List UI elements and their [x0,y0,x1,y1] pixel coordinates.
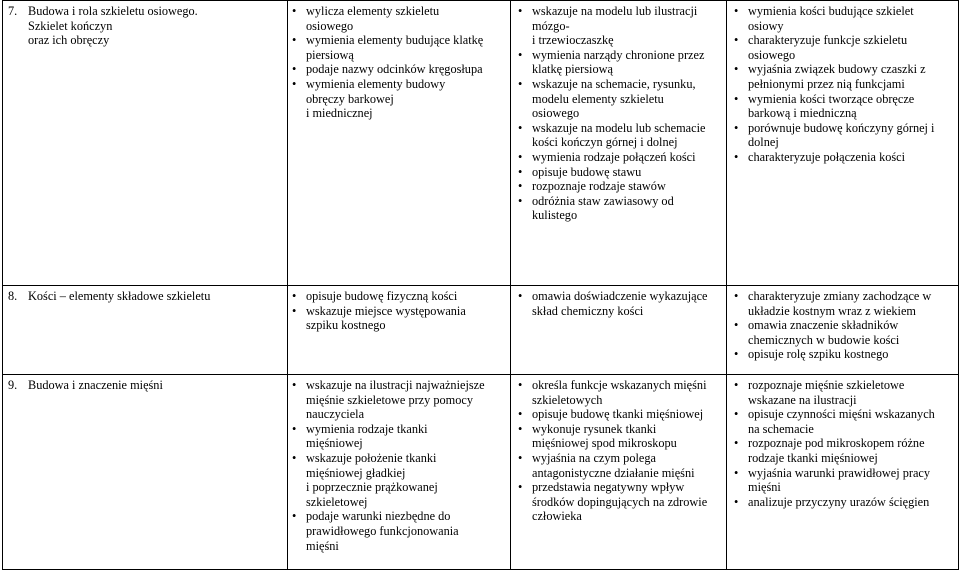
bullet-icon: • [518,164,523,179]
lesson-topic [28,378,163,393]
bullet-icon: • [292,76,297,91]
bullet-icon: • [518,480,523,495]
list-item [516,407,722,422]
item-text-line: dolnej [748,135,779,150]
bullet-icon: • [518,407,523,422]
item-text-line: osiowego [748,47,796,62]
bullet-icon: • [734,465,739,480]
requirements-list [516,378,722,524]
bullet-icon: • [734,289,739,303]
item-text-line: szkieletowych [532,392,603,407]
item-text-line: osiowego [532,106,580,121]
item-text-line: opisuje czynności mięśni wskazanych [748,407,935,422]
topic-line: oraz ich obręczy [28,33,110,48]
item-text-line: osiowy [748,18,784,33]
bullet-icon: • [292,509,297,524]
requirements-cell-3 [727,375,959,570]
item-text-line: osiowego [306,18,354,33]
list-item [290,289,495,304]
list-item [732,121,954,150]
list-item [732,466,954,495]
item-text-line: wskazuje na modelu lub schemacie [532,120,706,135]
bullet-icon: • [734,436,739,451]
item-text-line: pełnionymi przez nią funkcjami [748,76,905,91]
requirements-list [732,4,954,165]
list-item [732,347,954,362]
list-item [732,407,954,436]
item-text-line: prawidłowego funkcjonowania [306,523,459,538]
item-text-line: wskazuje miejsce występowania [306,303,466,318]
item-text-line: rodzaje tkanki mięśniowej [748,450,878,465]
bullet-icon: • [734,378,739,392]
item-text-line: podaje nazwy odcinków kręgosłupa [306,62,483,77]
item-text-line: wymienia kości tworzące obręcze [748,91,915,106]
requirements-list [290,289,495,333]
bullet-icon: • [292,62,297,77]
table-row [3,1,959,286]
bullet-icon: • [734,120,739,135]
requirements-cell-1 [288,1,511,286]
item-text-line: klatkę piersiową [532,62,613,77]
bullet-icon: • [734,62,739,77]
lesson-number: 9. [8,378,18,392]
item-text-line: wymienia elementy budujące klatkę [306,33,484,48]
requirements-cell-3 [727,1,959,286]
item-text-line: i trzewioczaszkę [532,33,614,48]
list-item [732,4,954,33]
basic-requirements [288,289,495,333]
bullet-icon: • [518,421,523,436]
topic-line: Budowa i znaczenie mięśni [28,378,163,392]
requirements-cell-1 [288,286,511,375]
item-text-line: opisuje budowę stawu [532,164,642,179]
list-item [732,378,954,407]
item-text-line: wskazuje na modelu lub ilustracji [532,4,698,18]
bullet-icon: • [292,450,297,465]
list-item [516,480,722,524]
item-text-line: wskazuje położenie tkanki [306,450,437,465]
bullet-icon: • [734,347,739,362]
list-item [516,194,722,223]
list-item [290,509,495,553]
item-text-line: mięśniowej [306,436,363,451]
item-text-line: mięśni [306,538,339,553]
item-text-line: analizuje przyczyny urazów ścięgien [748,494,930,509]
bullet-icon: • [292,4,297,18]
list-item [516,48,722,77]
lesson-number: 7. [8,4,18,18]
item-text-line: obręczy barkowej [306,91,394,106]
item-text-line: opisuje rolę szpiku kostnego [748,347,889,362]
bullet-icon: • [734,494,739,509]
list-item [516,150,722,165]
item-text-line: układzie kostnym wraz z wiekiem [748,303,917,318]
bullet-icon: • [734,318,739,333]
item-text-line: wyjaśnia związek budowy czaszki z [748,62,926,77]
item-text-line: rozpoznaje rodzaje stawów [532,179,666,194]
bullet-icon: • [292,33,297,48]
topic-cell [3,286,288,375]
lesson-topic [28,289,210,304]
bullet-icon: • [518,378,523,392]
item-text-line: przedstawia negatywny wpływ [532,480,685,495]
item-text-line: skład chemiczny kości [532,303,644,318]
lesson-topic [28,4,198,48]
item-text-line: nauczyciela [306,407,365,422]
item-text-line: mięśnie szkieletowe przy pomocy [306,392,473,407]
list-item [732,62,954,91]
item-text-line: na schemacie [748,421,814,436]
list-item [732,92,954,121]
item-text-line: wskazuje na ilustracji najważniejsze [306,378,485,392]
bullet-icon: • [518,450,523,465]
bullet-icon: • [734,4,739,18]
list-item [290,304,495,333]
requirements-list [732,378,954,509]
item-text-line: opisuje budowę fizyczną kości [306,289,458,303]
item-text-line: rozpoznaje mięśnie szkieletowe [748,378,905,392]
item-text-line: omawia doświadczenie wykazujące [532,289,708,303]
list-item [516,451,722,480]
bullet-icon: • [292,378,297,392]
list-item [516,121,722,150]
bullet-icon: • [518,179,523,194]
curriculum-table [2,0,959,570]
list-item [516,378,722,407]
item-text-line: człowieka [532,509,582,524]
requirements-cell-2 [511,1,727,286]
item-text-line: kulistego [532,208,578,223]
item-text-line: mięśni [748,480,781,495]
bullet-icon: • [518,120,523,135]
item-text-line: charakteryzuje połączenia kości [748,149,906,164]
item-text-line: wyjaśnia warunki prawidłowej pracy [748,465,931,480]
item-text-line: wymienia elementy budowy [306,76,446,91]
topic-line: Kości – elementy składowe szkieletu [28,289,211,303]
requirements-list [290,4,495,121]
list-item [732,150,954,165]
item-text-line: wymienia rodzaje połączeń kości [532,149,696,164]
list-item [516,165,722,180]
table-row [3,286,959,375]
bullet-icon: • [518,76,523,91]
bullet-icon: • [734,91,739,106]
topic-cell [3,1,288,286]
item-text-line: opisuje budowę tkanki mięśniowej [532,407,704,422]
item-text-line: wymienia rodzaje tkanki [306,421,428,436]
list-item [290,77,495,121]
bullet-icon: • [734,33,739,48]
list-item [516,77,722,121]
topic-line: Budowa i rola szkieletu osiowego. [28,4,198,18]
item-text-line: wykonuje rysunek tkanki [532,421,657,436]
basic-requirements [288,4,495,121]
bullet-icon: • [734,407,739,422]
list-item [516,289,722,318]
requirements-cell-2 [511,286,727,375]
item-text-line: szkieletowej [306,494,368,509]
requirements-cell-1 [288,375,511,570]
item-text-line: charakteryzuje zmiany zachodzące w [748,289,932,303]
item-text-line: mózgo- [532,18,570,33]
bullet-icon: • [518,47,523,62]
item-text-line: omawia znaczenie składników [748,318,899,333]
requirements-list [732,289,954,362]
table-row [3,375,959,570]
list-item [290,4,495,33]
bullet-icon: • [518,4,523,18]
item-text-line: wskazuje na schemacie, rysunku, [532,76,696,91]
bullet-icon: • [518,149,523,164]
item-text-line: szpiku kostnego [306,318,386,333]
list-item [516,4,722,48]
item-text-line: wymienia narządy chronione przez [532,47,705,62]
bullet-icon: • [518,289,523,303]
item-text-line: podaje warunki niezbędne do [306,509,451,524]
item-text-line: i poprzecznie prążkowanej [306,480,438,495]
item-text-line: określa funkcje wskazanych mięśni [532,378,707,392]
bullet-icon: • [292,303,297,318]
item-text-line: odróżnia staw zawiasowy od [532,193,674,208]
item-text-line: modelu elementy szkieletu [532,91,664,106]
item-text-line: barkową i miedniczną [748,106,857,121]
list-item [290,422,495,451]
item-text-line: środków dopingujących na zdrowie [532,494,708,509]
item-text-line: rozpoznaje pod mikroskopem różne [748,436,925,451]
requirements-list [516,4,722,223]
list-item [732,289,954,318]
item-text-line: porównuje budowę kończyny górnej i [748,120,935,135]
list-item [732,436,954,465]
item-text-line: i miednicznej [306,106,373,121]
bullet-icon: • [292,421,297,436]
list-item [290,33,495,62]
list-item [732,33,954,62]
list-item [516,179,722,194]
lesson-number: 8. [8,289,18,303]
basic-requirements [288,378,495,553]
list-item [290,451,495,509]
requirements-list [290,378,495,553]
item-text-line: mięśniowej spod mikroskopu [532,436,677,451]
requirements-list [516,289,722,318]
item-text-line: charakteryzuje funkcje szkieletu [748,33,908,48]
list-item [290,378,495,422]
item-text-line: wskazane na ilustracji [748,392,857,407]
requirements-cell-2 [511,375,727,570]
item-text-line: kości kończyn górnej i dolnej [532,135,678,150]
topic-line: Szkielet kończyn [28,18,113,33]
bullet-icon: • [518,193,523,208]
list-item [290,62,495,77]
bullet-icon: • [734,149,739,164]
item-text-line: chemicznych w budowie kości [748,332,900,347]
list-item [516,422,722,451]
item-text-line: wymienia kości budujące szkielet [748,4,914,18]
item-text-line: wylicza elementy szkieletu [306,4,440,18]
bullet-icon: • [292,289,297,303]
table-body [3,1,959,570]
item-text-line: mięśniowej gładkiej [306,465,406,480]
item-text-line: piersiową [306,47,354,62]
item-text-line: antagonistyczne działanie mięśni [532,465,695,480]
requirements-cell-3 [727,286,959,375]
list-item [732,318,954,347]
topic-cell [3,375,288,570]
item-text-line: wyjaśnia na czym polega [532,450,656,465]
list-item [732,495,954,510]
